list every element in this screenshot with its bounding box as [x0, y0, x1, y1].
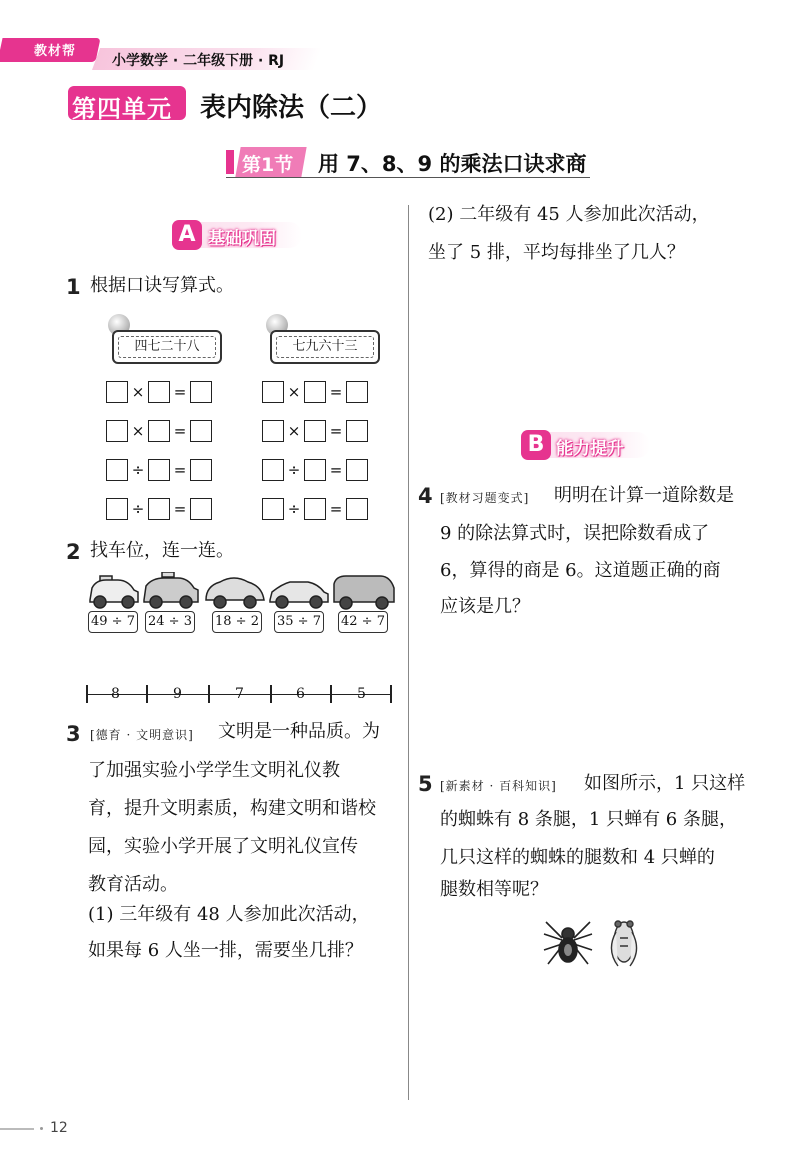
rhyme-text-2: 七九六十三	[292, 339, 358, 354]
operator: ÷	[131, 500, 145, 518]
taxi-icon	[90, 576, 138, 608]
answer-box[interactable]	[262, 459, 284, 481]
unit-title: 表内除法（二）	[200, 93, 383, 123]
minivan-icon	[334, 576, 394, 609]
operator: ×	[287, 383, 301, 401]
answer-box[interactable]	[346, 459, 368, 481]
q5-line: 几只这样的蜘蛛的腿数和 4 只蝉的	[440, 847, 715, 868]
equals-sign: =	[329, 500, 343, 518]
section-marker	[226, 150, 234, 174]
answer-box[interactable]	[148, 420, 170, 442]
equals-sign: =	[173, 383, 187, 401]
answer-box[interactable]	[148, 381, 170, 403]
section-title: 用 7、8、9 的乘法口诀求商	[318, 152, 587, 176]
operator: ÷	[287, 500, 301, 518]
parking-tick	[86, 685, 88, 703]
q5-line: 的蜘蛛有 8 条腿，1 只蝉有 6 条腿，	[440, 809, 737, 830]
cars-illustration	[86, 572, 396, 610]
q1-text: 根据口诀写算式。	[90, 275, 234, 296]
equals-sign: =	[173, 461, 187, 479]
equation-row	[106, 420, 212, 442]
answer-box[interactable]	[190, 420, 212, 442]
q4-tag: [教材习题变式]	[440, 491, 530, 505]
section-rule	[226, 177, 590, 178]
answer-box[interactable]	[304, 420, 326, 442]
car-expression[interactable]: 18 ÷ 2	[212, 611, 262, 633]
equals-sign: =	[329, 422, 343, 440]
page-number: 12	[50, 1120, 68, 1136]
car-expression[interactable]: 49 ÷ 7	[88, 611, 138, 633]
brand-label: 教材帮	[34, 44, 77, 59]
footer-rule	[0, 1128, 34, 1130]
answer-box[interactable]	[304, 459, 326, 481]
q3-line: 园，实验小学开展了文明礼仪宣传	[88, 836, 358, 857]
footer-dot	[40, 1127, 43, 1130]
parking-spot[interactable]: 9	[173, 686, 182, 702]
q5-line: 如图所示，1 只这样	[584, 773, 746, 794]
equation-row	[106, 498, 212, 520]
answer-box[interactable]	[346, 498, 368, 520]
parking-spot[interactable]: 5	[357, 686, 366, 702]
q3-line: 文明是一种品质。为	[218, 721, 380, 742]
equation-row	[106, 459, 212, 481]
parking-tick	[208, 685, 210, 703]
q3-part1-line: (1) 三年级有 48 人参加此次活动，	[88, 904, 370, 925]
answer-box[interactable]	[262, 420, 284, 442]
parking-tick	[146, 685, 148, 703]
answer-box[interactable]	[106, 381, 128, 403]
operator: ×	[287, 422, 301, 440]
car-expression[interactable]: 24 ÷ 3	[145, 611, 195, 633]
parking-tick	[390, 685, 392, 703]
equation-row	[262, 420, 368, 442]
q5-tag: [新素材 · 百科知识]	[440, 779, 557, 793]
equation-row	[106, 381, 212, 403]
equation-row	[262, 498, 368, 520]
q4-line: 应该是几？	[440, 596, 530, 617]
equals-sign: =	[173, 500, 187, 518]
operator: ÷	[131, 461, 145, 479]
q3-number: 3	[66, 722, 81, 746]
cicada-icon	[611, 921, 636, 966]
q4-number: 4	[418, 484, 433, 508]
operator: ×	[131, 383, 145, 401]
equals-sign: =	[173, 422, 187, 440]
car-expression[interactable]: 42 ÷ 7	[338, 611, 388, 633]
q5-line: 腿数相等呢？	[440, 879, 548, 900]
answer-box[interactable]	[148, 459, 170, 481]
q2-number: 2	[66, 540, 81, 564]
parking-tick	[270, 685, 272, 703]
parking-spot[interactable]: 7	[235, 686, 244, 702]
parking-spot[interactable]: 8	[111, 686, 120, 702]
level-a-letter: A	[172, 220, 202, 250]
sedan-icon	[270, 582, 328, 608]
q3-tag: [德育 · 文明意识]	[90, 728, 194, 742]
answer-box[interactable]	[190, 381, 212, 403]
q4-line: 9 的除法算式时，误把除数看成了	[440, 523, 710, 544]
rhyme-card-2	[270, 330, 380, 364]
answer-box[interactable]	[106, 459, 128, 481]
q3-line: 育，提升文明素质，构建文明和谐校	[88, 798, 376, 819]
level-b-label: 能力提升	[556, 439, 624, 459]
answer-box[interactable]	[190, 459, 212, 481]
level-a-label: 基础巩固	[208, 229, 276, 249]
answer-box[interactable]	[106, 498, 128, 520]
q3-line: 教育活动。	[88, 874, 178, 895]
parking-spot[interactable]: 6	[296, 686, 305, 702]
answer-box[interactable]	[304, 498, 326, 520]
q4-line: 明明在计算一道除数是	[554, 485, 734, 506]
car-expression[interactable]: 35 ÷ 7	[274, 611, 324, 633]
taxi-icon-2	[144, 572, 198, 608]
answer-box[interactable]	[190, 498, 212, 520]
rhyme-card-1	[112, 330, 222, 364]
q1-number: 1	[66, 275, 81, 299]
q3-line: 了加强实验小学学生文明礼仪教	[88, 760, 340, 781]
q3-part2-line: 坐了 5 排，平均每排坐了几人？	[428, 242, 685, 263]
spider-icon	[544, 922, 592, 964]
column-divider	[408, 205, 409, 1100]
answer-box[interactable]	[304, 381, 326, 403]
answer-box[interactable]	[346, 381, 368, 403]
q2-text: 找车位，连一连。	[90, 540, 234, 561]
operator: ÷	[287, 461, 301, 479]
rhyme-text-1: 四七二十八	[134, 339, 200, 354]
answer-box[interactable]	[106, 420, 128, 442]
insects-illustration	[540, 912, 650, 972]
answer-box[interactable]	[262, 381, 284, 403]
section-badge-label: 第1节	[242, 154, 294, 176]
equation-row	[262, 459, 368, 481]
q5-number: 5	[418, 772, 433, 796]
q4-line: 6，算得的商是 6。这道题正确的商	[440, 560, 721, 581]
unit-badge-label: 第四单元	[72, 95, 172, 123]
equals-sign: =	[329, 383, 343, 401]
answer-box[interactable]	[148, 498, 170, 520]
answer-box[interactable]	[262, 498, 284, 520]
equation-row	[262, 381, 368, 403]
answer-box[interactable]	[346, 420, 368, 442]
q3-part1-line: 如果每 6 人坐一排，需要坐几排？	[88, 940, 363, 961]
beetle-car-icon	[206, 578, 264, 608]
operator: ×	[131, 422, 145, 440]
series-title: 小学数学 · 二年级下册 · RJ	[112, 53, 285, 69]
equals-sign: =	[329, 461, 343, 479]
level-b-letter: B	[521, 430, 551, 460]
q3-part2-line: (2) 二年级有 45 人参加此次活动，	[428, 204, 710, 225]
parking-tick	[330, 685, 332, 703]
